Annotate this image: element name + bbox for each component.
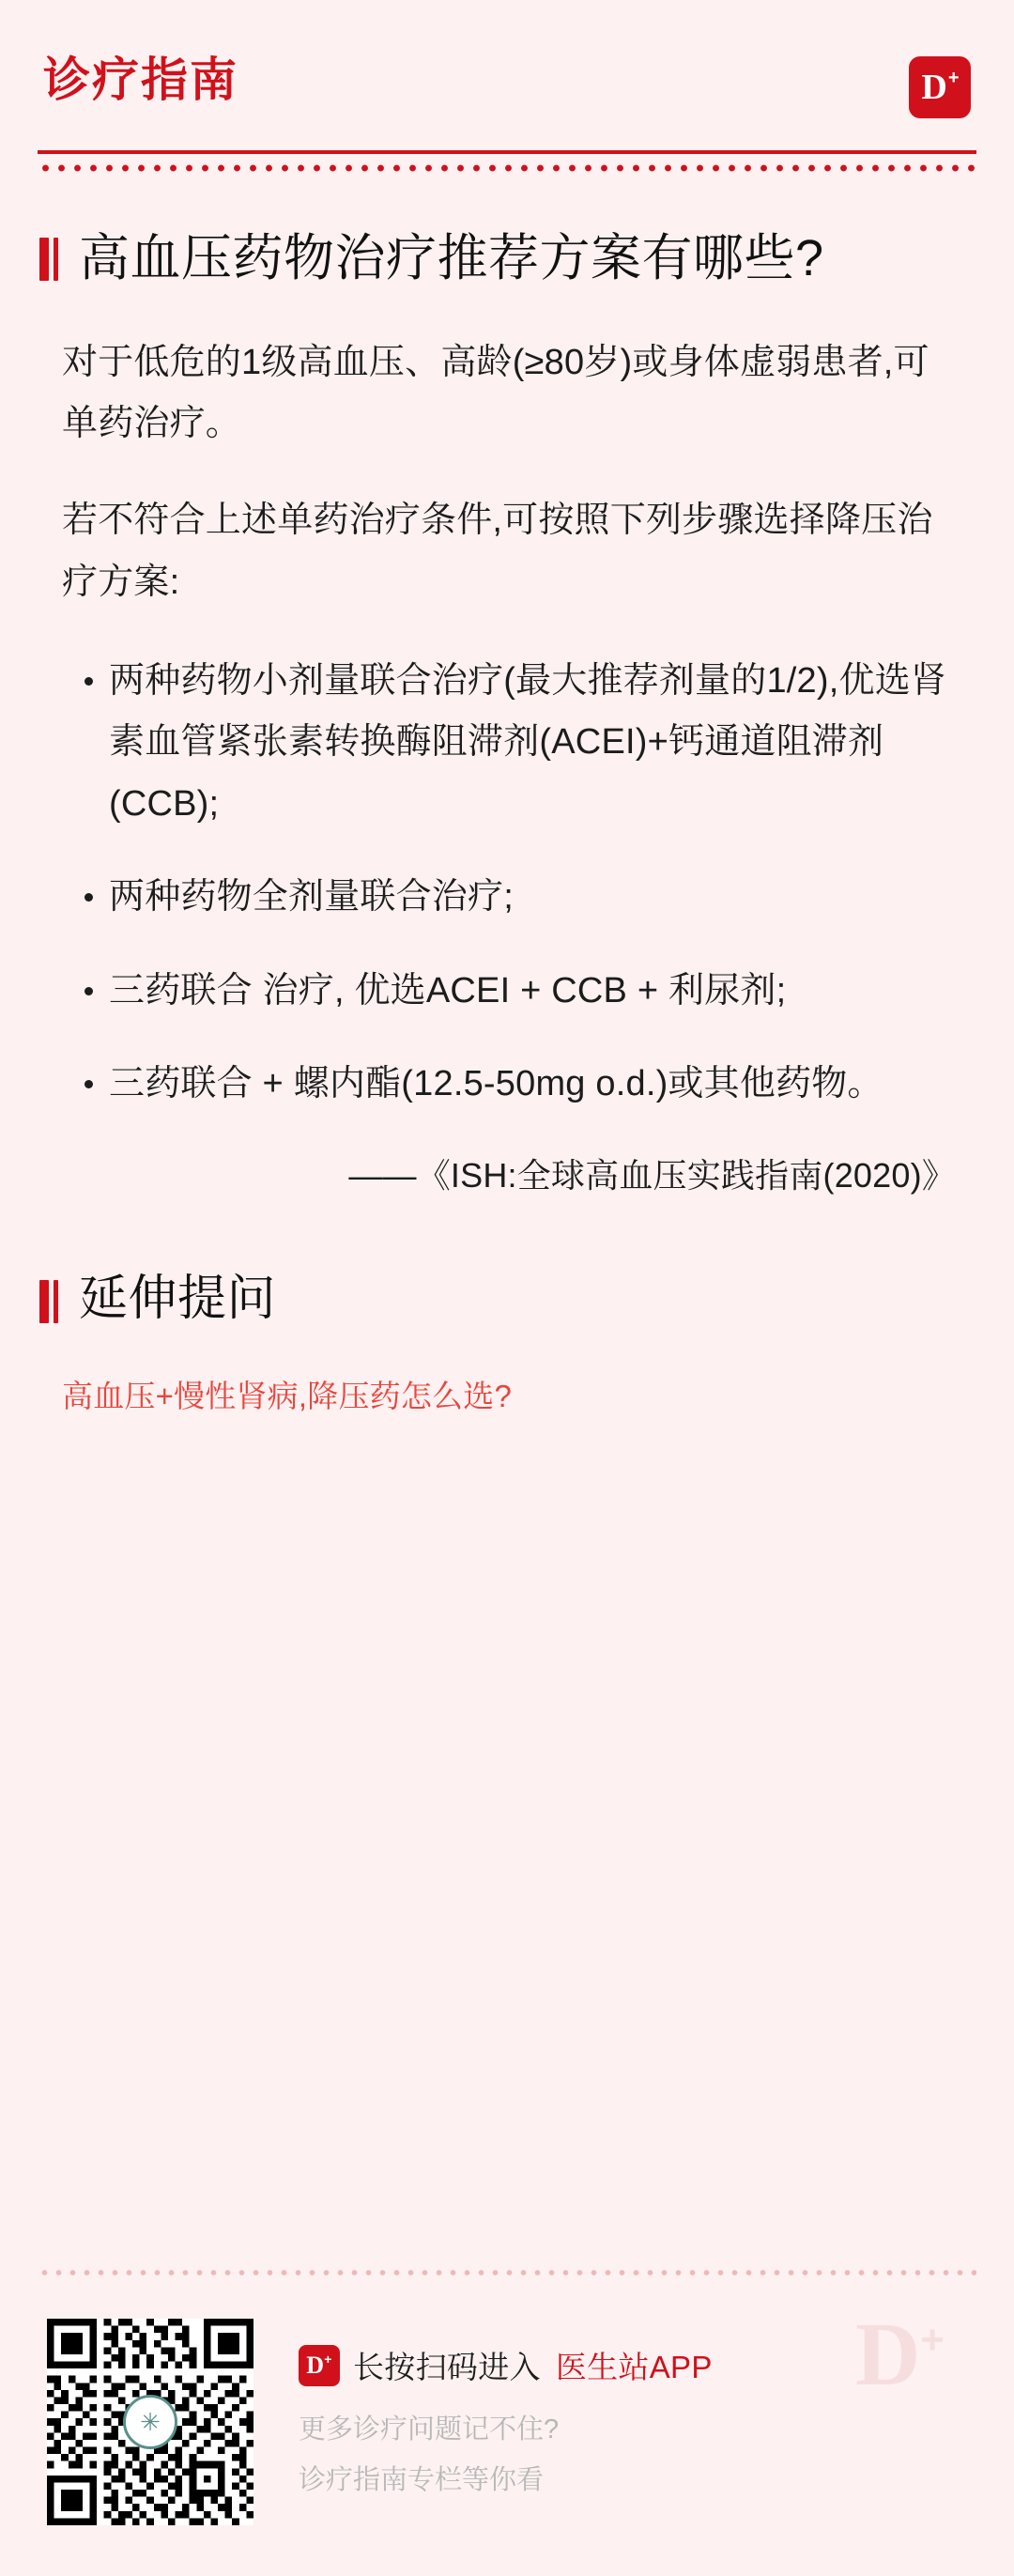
list-item: 三药联合 + 螺内酯(12.5-50mg o.d.)或其他药物。 xyxy=(81,1054,963,1115)
footer-app-name: 医生站APP xyxy=(555,2350,713,2384)
list-item: 两种药物小剂量联合治疗(最大推荐剂量的1/2),优选肾素血管紧张素转换酶阻滞剂(ACEI)+钙通道阻滞剂(CCB); xyxy=(81,651,963,835)
compass-icon: ✳ xyxy=(123,2395,177,2449)
list-item: 三药联合 治疗, 优选ACEI + CCB + 利尿剂; xyxy=(81,961,963,1022)
heading-mark-icon xyxy=(39,238,64,281)
footer-text-block xyxy=(299,2319,713,2503)
footer-badge-plus: + xyxy=(324,2351,332,2367)
footer-watermark xyxy=(854,2304,945,2404)
article-content xyxy=(0,172,1014,2204)
footer-badge-letter: D xyxy=(306,2351,325,2379)
page-footer xyxy=(0,2275,1014,2576)
footer-subtext-2: 诊疗指南专栏等你看 xyxy=(299,2465,545,2496)
header-divider xyxy=(38,150,976,172)
brand-logo-letter: D xyxy=(921,68,947,107)
brand-logo-plus: + xyxy=(947,68,960,88)
footer-watermark-plus: + xyxy=(920,2317,945,2363)
article-title: 高血压药物治疗推荐方案有哪些? xyxy=(79,230,824,286)
qr-code[interactable] xyxy=(47,2319,254,2525)
extended-question-link[interactable]: 高血压+慢性肾病,降压药怎么选? xyxy=(62,1378,512,1413)
footer-watermark-letter: D xyxy=(854,2304,921,2404)
header-rule-solid xyxy=(38,150,976,154)
page-header xyxy=(0,0,1014,118)
article-paragraph-1: 对于低危的1级高血压、高龄(≥80岁)或身体虚弱患者,可单药治疗。 xyxy=(62,342,930,444)
footer-scan-line xyxy=(299,2343,713,2387)
extended-question-heading xyxy=(38,1265,976,1334)
footer-subtext-1: 更多诊疗问题记不住? xyxy=(299,2414,560,2445)
header-rule-dotted xyxy=(38,164,976,172)
article-heading xyxy=(38,223,976,295)
list-item: 两种药物全剂量联合治疗; xyxy=(81,867,963,928)
brand-logo xyxy=(909,56,971,118)
footer-brand-badge xyxy=(299,2345,340,2386)
heading-mark-icon xyxy=(39,1280,64,1323)
article-paragraph-2: 若不符合上述单药治疗条件,可按照下列步骤选择降压治疗方案: xyxy=(62,501,933,602)
treatment-step-list xyxy=(38,651,976,1115)
source-citation: ——《ISH:全球高血压实践指南(2020)》 xyxy=(348,1156,956,1195)
footer-scan-text: 长按扫码进入 xyxy=(353,2350,541,2384)
extended-heading-label: 延伸提问 xyxy=(79,1271,277,1326)
page-title: 诊疗指南 xyxy=(43,54,238,106)
